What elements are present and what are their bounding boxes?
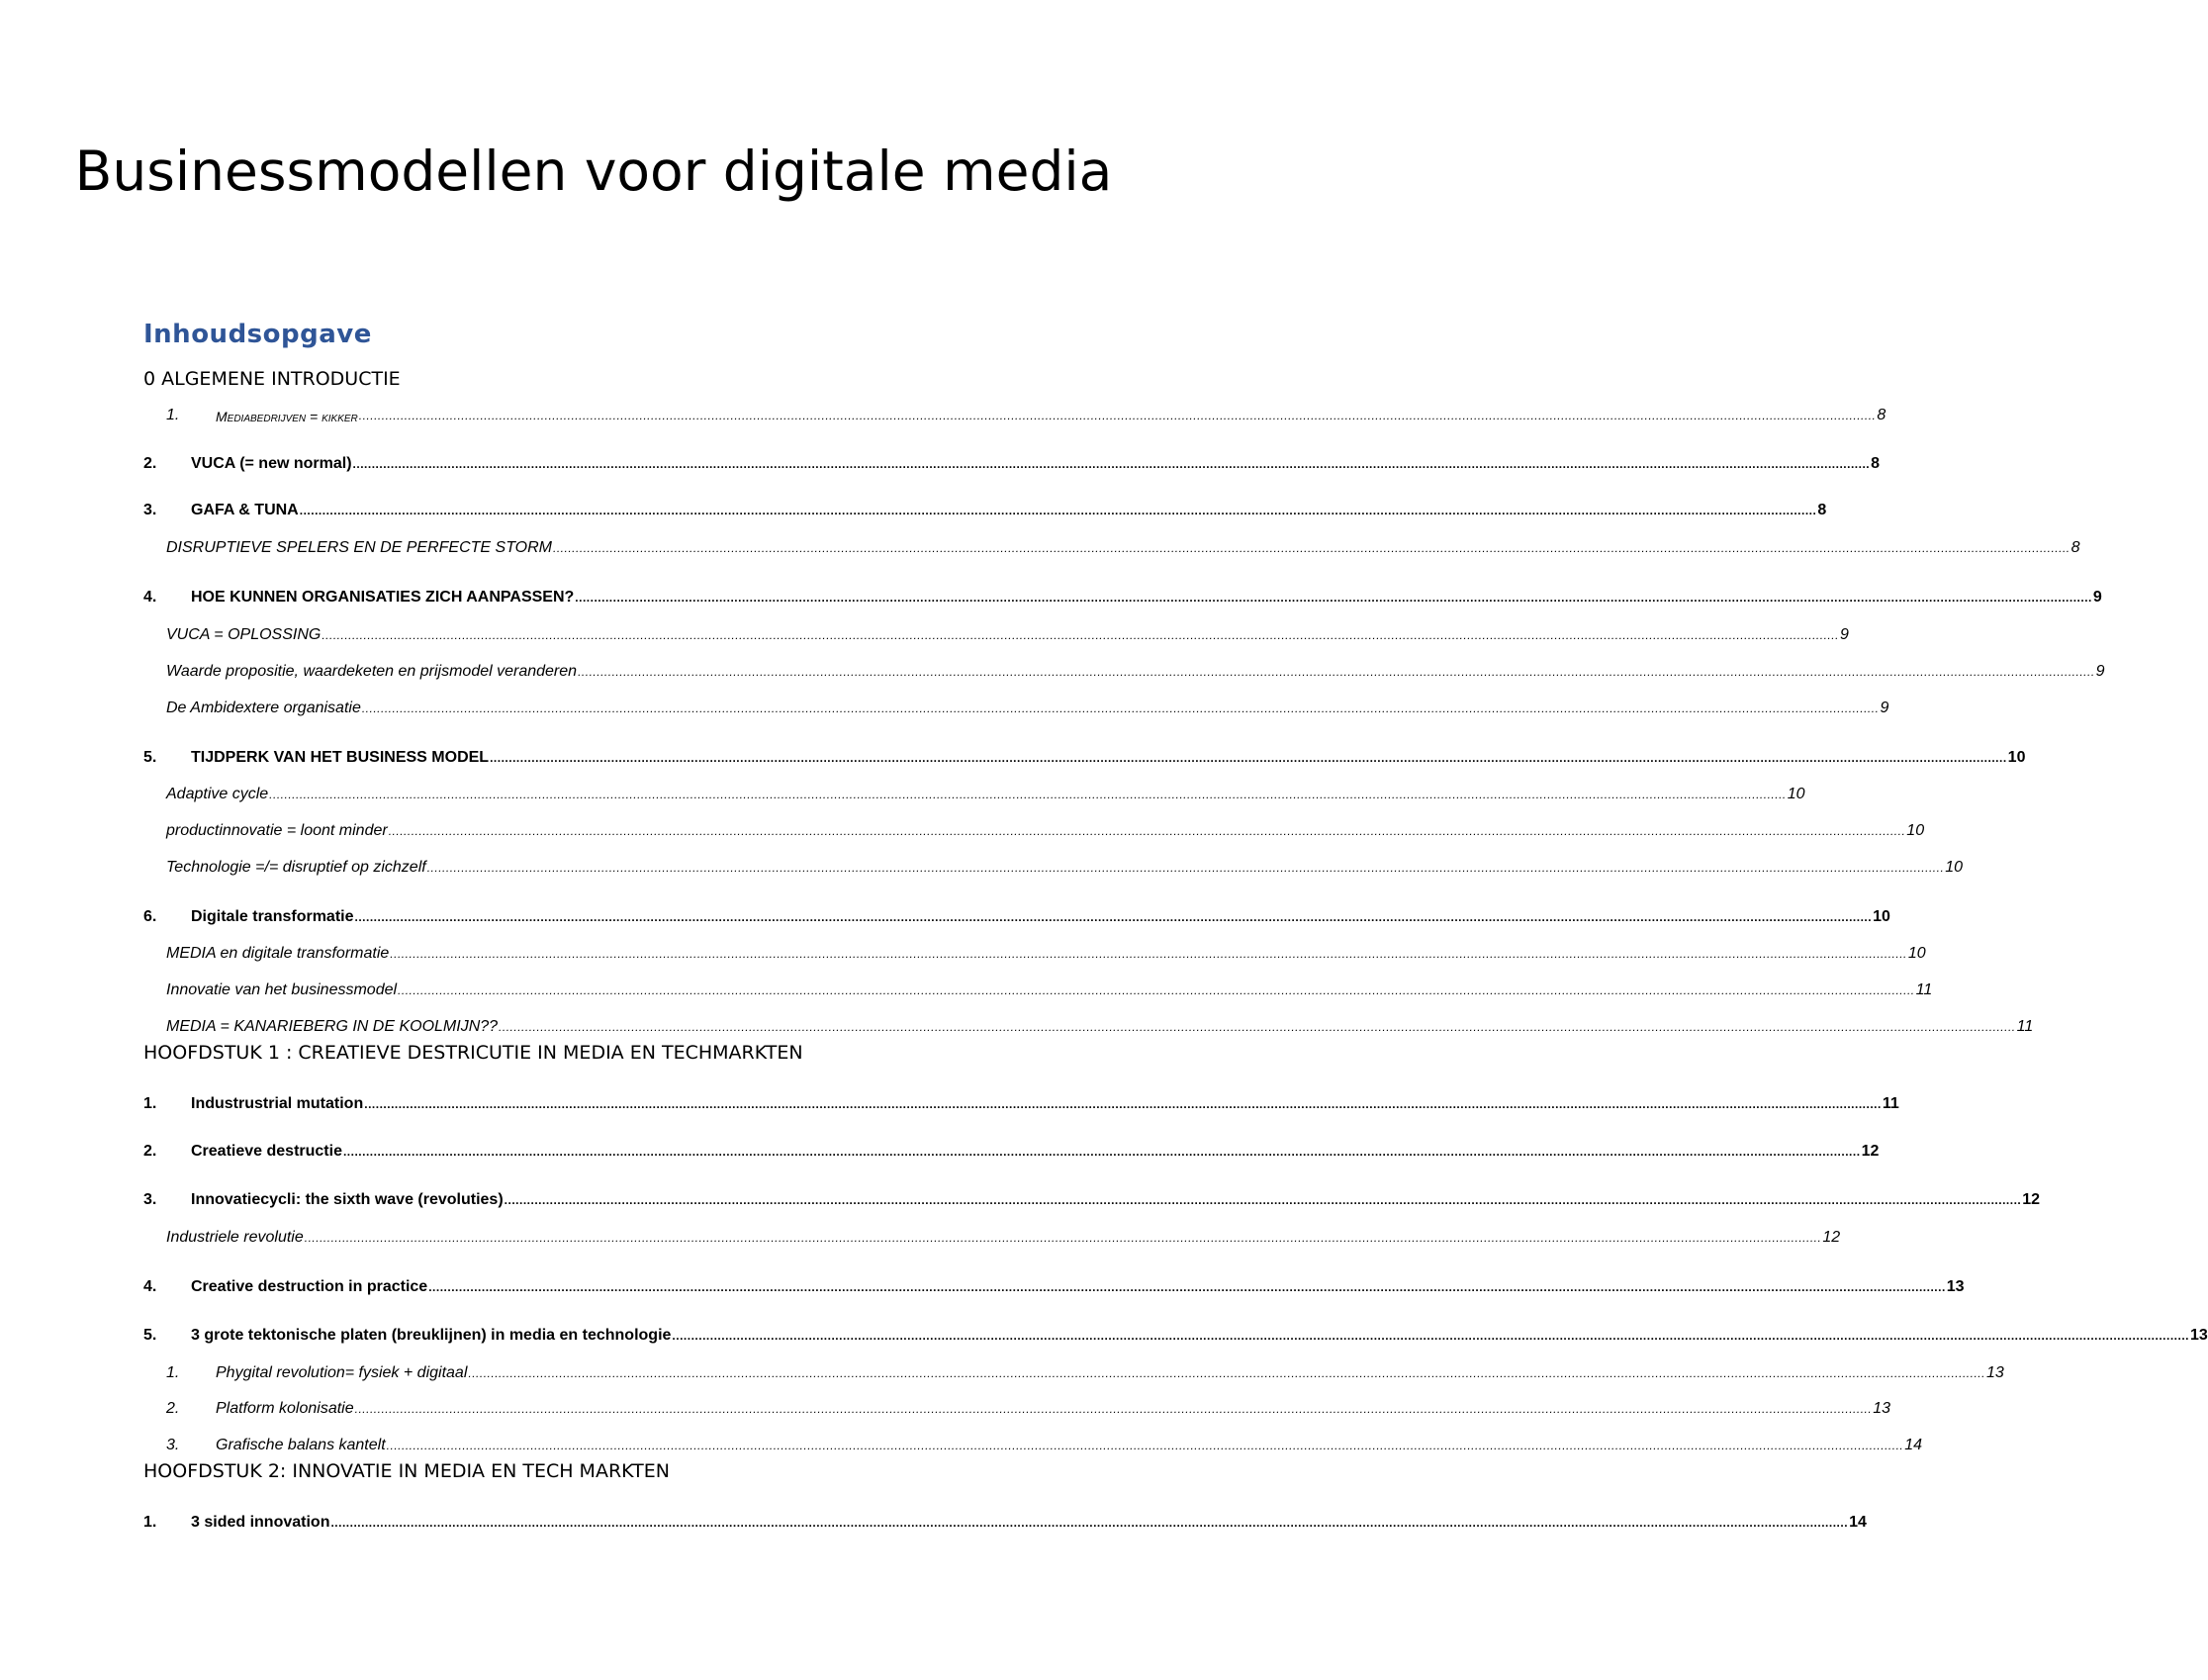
toc-entry[interactable] (166, 694, 1889, 717)
toc-page-number: 10 (1907, 945, 1926, 962)
toc-entry[interactable] (143, 496, 1827, 519)
toc-entry-label: Innovatie van het businessmodel (166, 981, 398, 998)
toc-page-number: 9 (1880, 700, 1889, 716)
toc-entry[interactable] (166, 939, 1926, 963)
toc-dot-leader: ................................................................................................................................................................................................................................................................................................................................................................................................................ (361, 701, 1880, 715)
toc-heading: Inhoudsopgave (143, 320, 372, 349)
toc-dot-leader: ................................................................................................................................................................................................................................................................................................................................................................................................................ (386, 1439, 1904, 1452)
toc-page-number: 10 (1787, 786, 1805, 802)
toc-dot-leader: ................................................................................................................................................................................................................................................................................................................................................................................................................ (354, 1402, 1873, 1416)
toc-entry[interactable] (166, 533, 2080, 557)
toc-page-number: 13 (1873, 1400, 1891, 1417)
toc-dot-leader: ................................................................................................................................................................................................................................................................................................................................................................................................................ (428, 1280, 1946, 1294)
toc-entry-number: 2. (143, 455, 157, 472)
toc-entry-number: 4. (143, 1278, 157, 1295)
toc-entry-number: 1. (143, 1514, 157, 1531)
toc-entry-label: HOOFDSTUK 2: INNOVATIE IN MEDIA EN TECH MARKTEN (143, 1460, 670, 1482)
document-title: Businessmodellen voor digitale media (74, 140, 1113, 203)
toc-entry[interactable] (143, 1272, 1965, 1296)
toc-page-number: 14 (1904, 1437, 1923, 1453)
toc-entry[interactable] (166, 1394, 1891, 1418)
toc-entry[interactable] (166, 780, 1805, 803)
toc-page-number: 11 (2016, 1018, 2034, 1035)
toc-entry-number: 5. (143, 1327, 157, 1344)
toc-entry-number: 4. (143, 589, 157, 606)
toc-entry[interactable] (143, 1089, 1899, 1113)
toc-entry[interactable] (143, 902, 1890, 926)
toc-entry[interactable] (143, 743, 2026, 767)
toc-page-number: 10 (2007, 749, 2026, 766)
toc-page-number: 13 (1985, 1364, 2004, 1381)
toc-entry[interactable] (166, 976, 1933, 999)
toc-entry-number: 3. (143, 1191, 157, 1208)
toc-dot-leader: ................................................................................................................................................................................................................................................................................................................................................................................................................ (575, 591, 2092, 605)
toc-entry[interactable] (143, 1137, 1880, 1161)
toc-page-number: 13 (2190, 1327, 2208, 1344)
toc-dot-leader: ................................................................................................................................................................................................................................................................................................................................................................................................................ (269, 788, 1787, 801)
toc-entry[interactable] (166, 1358, 2004, 1382)
toc-page-number: 14 (1849, 1514, 1867, 1531)
toc-page-number: 10 (1906, 822, 1925, 839)
toc-entry-label: GAFA & TUNA (191, 502, 299, 518)
toc-entry-number: 6. (143, 908, 157, 925)
toc-entry[interactable] (166, 1012, 2034, 1036)
toc-page-number: 9 (1839, 626, 1849, 643)
toc-entry[interactable] (166, 657, 2105, 681)
toc-page-number: 12 (2022, 1191, 2041, 1208)
toc-entry[interactable] (143, 449, 1881, 473)
toc-page-number: 11 (1882, 1095, 1899, 1112)
toc-page-number: 12 (1861, 1143, 1880, 1160)
toc-page-number: 11 (1915, 981, 1933, 998)
toc-entry[interactable] (166, 620, 1849, 644)
toc-entry-label: Digitale transformatie (191, 908, 354, 925)
toc-entry-label: Adaptive cycle (166, 786, 269, 802)
toc-entry[interactable] (143, 1321, 2208, 1345)
toc-dot-leader: ................................................................................................................................................................................................................................................................................................................................................................................................................ (499, 1020, 2016, 1034)
toc-entry[interactable] (143, 583, 2102, 607)
toc-entry-label: VUCA (= new normal) (191, 455, 352, 472)
toc-entry-label: 0 ALGEMENE INTRODUCTIE (143, 368, 401, 390)
toc-dot-leader: ................................................................................................................................................................................................................................................................................................................................................................................................................ (390, 947, 1907, 961)
toc-page-number: 9 (2092, 589, 2102, 606)
toc-dot-leader: ................................................................................................................................................................................................................................................................................................................................................................................................................ (578, 665, 2095, 679)
toc-entry-label: Creative destruction in practice (191, 1278, 428, 1295)
toc-dot-leader: ................................................................................................................................................................................................................................................................................................................................................................................................................ (468, 1366, 1985, 1380)
toc-dot-leader: ................................................................................................................................................................................................................................................................................................................................................................................................................ (304, 1231, 1822, 1245)
toc-entry[interactable] (166, 816, 1925, 840)
toc-entry[interactable] (166, 853, 1964, 877)
toc-dot-leader: ................................................................................................................................................................................................................................................................................................................................................................................................................ (426, 861, 1945, 875)
toc-entry[interactable] (166, 401, 1886, 424)
toc-entry[interactable] (166, 1223, 1841, 1247)
toc-page-number: 8 (1871, 455, 1881, 472)
toc-page-number: 8 (2070, 539, 2080, 556)
toc-entry-number: 3. (143, 502, 157, 518)
toc-dot-leader: ................................................................................................................................................................................................................................................................................................................................................................................................................ (358, 409, 1877, 422)
toc-dot-leader: ................................................................................................................................................................................................................................................................................................................................................................................................................ (299, 504, 1817, 517)
toc-entry-label: Mediabedrijven = kikker (216, 409, 358, 424)
toc-entry-label: 3 grote tektonische platen (breuklijnen) in media en technologie (191, 1327, 672, 1344)
toc-entry-label: VUCA = OPLOSSING (166, 626, 322, 643)
toc-page-number: 10 (1873, 908, 1890, 925)
toc-page-number: 12 (1822, 1229, 1841, 1246)
toc-entry-label: Grafische balans kantelt (216, 1437, 386, 1453)
toc-entry-label: Technologie =/= disruptief op zichzelf (166, 859, 426, 876)
toc-entry-number: 5. (143, 749, 157, 766)
toc-entry-number: 1. (143, 1095, 157, 1112)
toc-entry-label: Phygital revolution= fysiek + digitaal (216, 1364, 468, 1381)
toc-page-number: 13 (1946, 1278, 1965, 1295)
toc-dot-leader: ................................................................................................................................................................................................................................................................................................................................................................................................................ (672, 1329, 2190, 1343)
toc-dot-leader: ................................................................................................................................................................................................................................................................................................................................................................................................................ (352, 457, 1871, 471)
toc-dot-leader: ................................................................................................................................................................................................................................................................................................................................................................................................................ (490, 751, 2007, 765)
toc-entry-number: 3. (166, 1437, 180, 1453)
toc-entry-label: MEDIA en digitale transformatie (166, 945, 390, 962)
toc-entry-label: 3 sided innovation (191, 1514, 330, 1531)
toc-entry-label: TIJDPERK VAN HET BUSINESS MODEL (191, 749, 490, 766)
toc-entry-number: 1. (166, 1364, 180, 1381)
toc-page-number: 8 (1817, 502, 1827, 518)
toc-section-heading (143, 1036, 1051, 1064)
toc-entry-label: Industriele revolutie (166, 1229, 304, 1246)
toc-dot-leader: ................................................................................................................................................................................................................................................................................................................................................................................................................ (330, 1516, 1849, 1530)
toc-dot-leader: ................................................................................................................................................................................................................................................................................................................................................................................................................ (398, 983, 1915, 997)
toc-entry[interactable] (143, 1508, 1867, 1532)
toc-entry-label: Innovatiecycli: the sixth wave (revoluties) (191, 1191, 504, 1208)
toc-dot-leader: ................................................................................................................................................................................................................................................................................................................................................................................................................ (388, 824, 1906, 838)
toc-section-heading (143, 1454, 1051, 1482)
toc-entry-label: HOOFDSTUK 1 : CREATIEVE DESTRICUTIE IN MEDIA EN TECHMARKTEN (143, 1042, 803, 1064)
toc-dot-leader: ................................................................................................................................................................................................................................................................................................................................................................................................................ (354, 910, 1873, 924)
toc-entry-label: DISRUPTIEVE SPELERS EN DE PERFECTE STORM (166, 539, 553, 556)
toc-entry[interactable] (143, 1185, 2041, 1209)
toc-entry-label: Industrustrial mutation (191, 1095, 364, 1112)
toc-entry-number: 2. (143, 1143, 157, 1160)
toc-entry-number: 1. (166, 407, 180, 423)
toc-entry-label: Creatieve destructie (191, 1143, 342, 1160)
toc-page-number: 8 (1877, 407, 1886, 423)
toc-dot-leader: ................................................................................................................................................................................................................................................................................................................................................................................................................ (364, 1097, 1882, 1111)
toc-dot-leader: ................................................................................................................................................................................................................................................................................................................................................................................................................ (553, 541, 2070, 555)
toc-page-number: 10 (1945, 859, 1964, 876)
toc-entry-label: productinnovatie = loont minder (166, 822, 388, 839)
toc-dot-leader: ................................................................................................................................................................................................................................................................................................................................................................................................................ (342, 1145, 1861, 1159)
toc-entry-number: 2. (166, 1400, 180, 1417)
toc-entry-label: De Ambidextere organisatie (166, 700, 361, 716)
toc-entry-label: Waarde propositie, waardeketen en prijsmodel veranderen (166, 663, 578, 680)
toc-entry-label: HOE KUNNEN ORGANISATIES ZICH AANPASSEN? (191, 589, 575, 606)
toc-dot-leader: ................................................................................................................................................................................................................................................................................................................................................................................................................ (504, 1193, 2022, 1207)
toc-entry-label: MEDIA = KANARIEBERG IN DE KOOLMIJN?? (166, 1018, 499, 1035)
toc-page-number: 9 (2095, 663, 2105, 680)
toc-dot-leader: ................................................................................................................................................................................................................................................................................................................................................................................................................ (322, 628, 1839, 642)
toc-section-heading (143, 362, 1051, 390)
toc-entry-label: Platform kolonisatie (216, 1400, 354, 1417)
toc-entry[interactable] (166, 1431, 1923, 1454)
